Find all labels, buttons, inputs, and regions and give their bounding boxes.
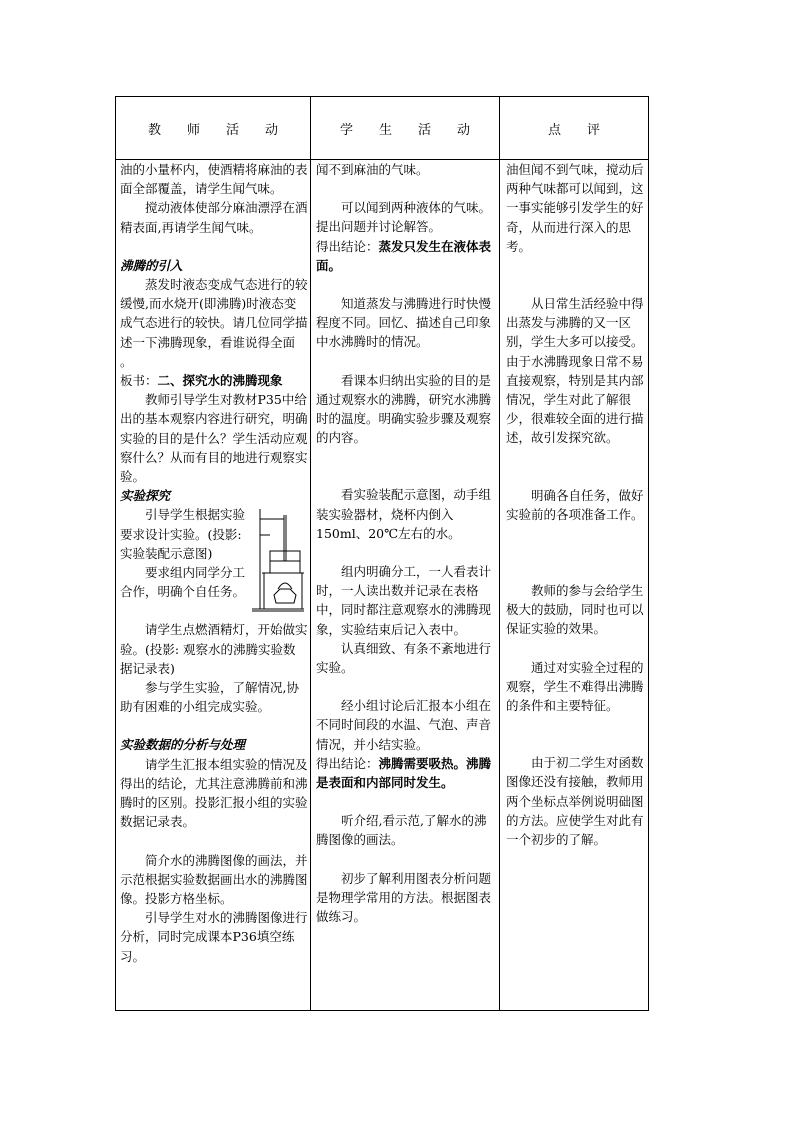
student-text: 可以闻到两种液体的气味。提出问题并讨论解答。 <box>316 200 492 235</box>
comment-text: 油但闻不到气味，搅动后两种气味都可以闻到，这一事实能够引发学生的好奇，从而进行深入的思考。 <box>506 162 644 254</box>
boiling-apparatus-icon <box>250 505 308 615</box>
student-text: 经小组讨论后汇报本小组在不同时间段的水温、气泡、声音情况，并小结实验。 <box>316 698 492 752</box>
comment-text: 由于初二学生对函数图像还没有接触，教师用两个坐标点举例说明础图的方法。应使学生对此有一个初步的了解。 <box>506 755 644 848</box>
student-text: 听介绍,看示范,了解水的沸腾图像的画法。 <box>316 813 487 848</box>
section-heading: 实验探究 <box>120 488 171 504</box>
comment-column <box>506 160 644 849</box>
teacher-text: 引导学生对水的沸腾图像进行分析，同时完成课本P36填空练习。 <box>120 910 308 964</box>
student-text: 看实验装配示意图，动手组装实验器材，烧杯内倒入 150ml、20℃左右的水。 <box>316 487 492 541</box>
teacher-text: 油的小量杯内，使酒精将麻油的表面全部覆盖，请学生闻气味。 <box>120 162 308 197</box>
teacher-text: 参与学生实验，了解情况,协助有困难的小组完成实验。 <box>120 680 299 715</box>
section-heading: 沸腾的引入 <box>120 257 183 273</box>
header-teacher: 教 师 活 动 <box>147 122 278 138</box>
column-divider <box>499 97 500 1010</box>
column-divider <box>310 97 311 1010</box>
comment-text: 通过对实验全过程的观察，学生不难得出沸腾的条件和主要特征。 <box>506 659 644 714</box>
student-conclusion: 得出结论：沸腾需要吸热。沸腾是表面和内部同时发生。 <box>316 755 492 791</box>
student-text: 初步了解利用图表分析问题是物理学常用的方法。根据图表做练习。 <box>316 870 492 925</box>
teacher-text: 搅动液体使部分麻油漂浮在酒精表面,再请学生闻气味。 <box>120 200 308 235</box>
student-column <box>316 160 498 926</box>
teacher-text: 请学生汇报本组实验的情况及得出的结论，尤其注意沸腾前和沸腾时的区别。投影汇报小组的实验数据记录表。 <box>120 756 308 830</box>
student-text: 看课本归纳出实验的目的是通过观察水的沸腾，研究水沸腾时的温度。明确实验步骤及观察的内容。 <box>316 372 492 446</box>
comment-text: 明确各自任务，做好实验前的各项准备工作。 <box>506 487 644 522</box>
teacher-text: 引导学生根据实验要求设计实验。(投影: 实验装配示意图) <box>120 507 246 561</box>
teacher-column <box>120 160 308 966</box>
header-comment: 点 评 <box>547 122 600 138</box>
lesson-table <box>115 96 649 1011</box>
teacher-text: 简介水的沸腾图像的画法，并示范根据实验数据画出水的沸腾图像。投影方格坐标。 <box>120 852 308 906</box>
section-heading: 实验数据的分析与处理 <box>120 737 246 753</box>
teacher-text: 蒸发时液态变成气态进行的较缓慢,而水烧开(即沸腾)时液态变成气态进行的较快。请几位同学描述一下沸腾现象，看谁说得全面 。 <box>120 277 308 369</box>
board-note: 板书：二、探究水的沸腾现象 <box>120 373 283 389</box>
comment-text: 教师的参与会给学生极大的鼓励，同时也可以保证实验的效果。 <box>506 583 644 637</box>
student-text: 闻不到麻油的气味。 <box>316 162 429 177</box>
comment-text: 从日常生活经验中得出蒸发与沸腾的又一区别，学生大多可以接受。由于水沸腾现象日常不易直接观察，特别是其内部情况，学生对此了解很少，很难较全面的进行描述，故引发探究欲。 <box>506 296 644 446</box>
student-text: 组内明确分工，一人看表计时，一人读出数并记录在表格中，同时都注意观察水的沸腾现象，实验结束后记入表中。 <box>316 564 492 637</box>
teacher-text: 请学生点燃酒精灯，开始做实验。(投影: 观察水的沸腾实验数据记录表) <box>120 622 308 676</box>
student-conclusion: 得出结论：蒸发只发生在液体表面。 <box>316 238 492 273</box>
teacher-text: 教师引导学生对教材P35中给出的基本观察内容进行研究，明确实验的目的是什么？学生活动应观察什么？从而有目的地进行观察实验。 <box>120 392 308 485</box>
teacher-text: 要求组内同学分工合作，明确个自任务。 <box>120 565 246 600</box>
student-text: 知道蒸发与沸腾进行时快慢程度不同。回忆、描述自己印象中水沸腾时的情况。 <box>316 296 492 350</box>
student-text: 认真细致、有条不紊地进行实验。 <box>316 640 492 676</box>
header-student: 学 生 活 动 <box>339 122 470 138</box>
